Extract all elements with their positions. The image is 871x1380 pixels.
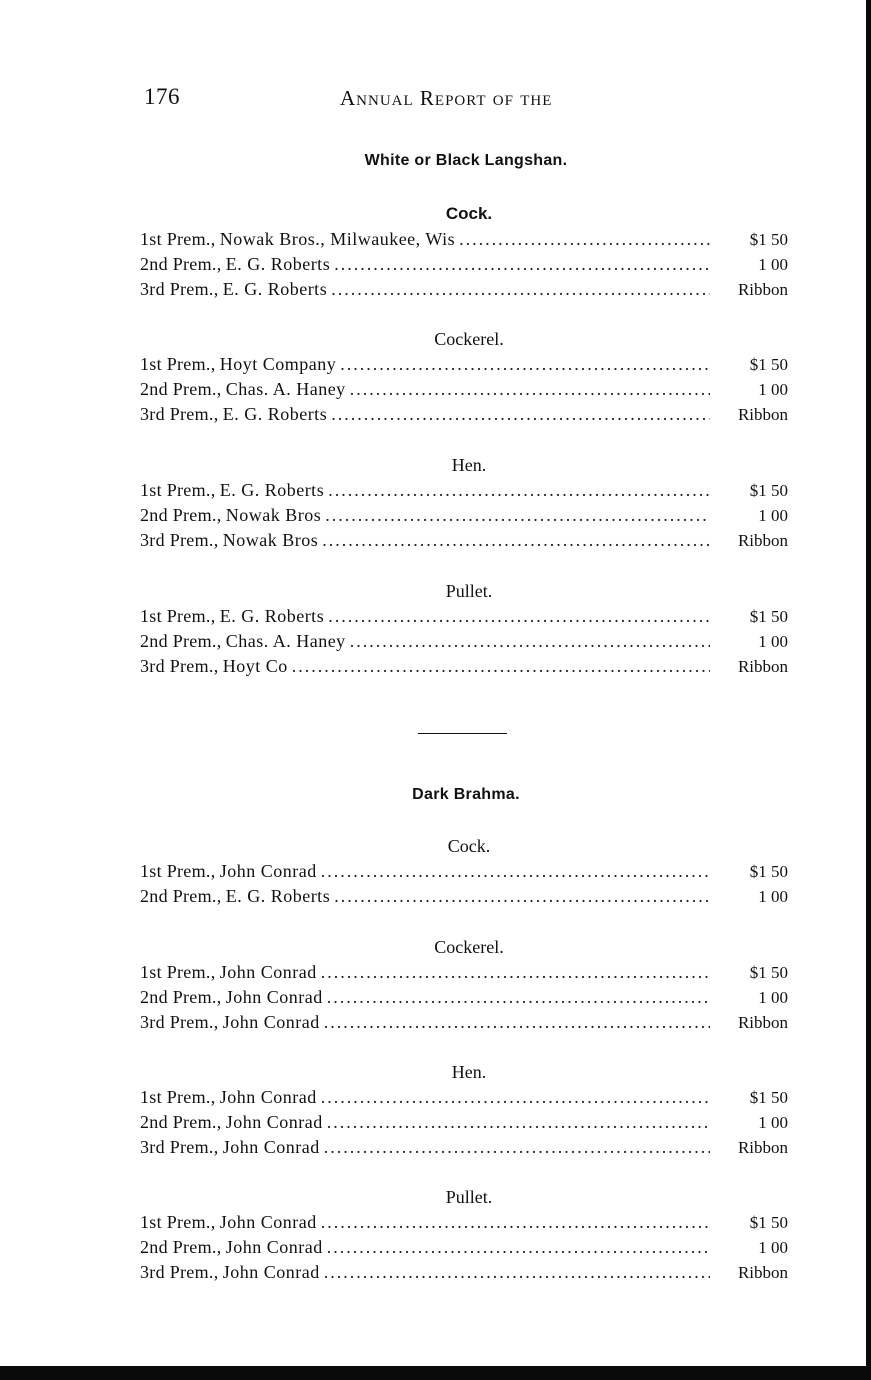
section-title: White or Black Langshan. [364,152,568,169]
prize-winner: John Conrad [225,1237,323,1257]
prize-row: 2nd Prem. , E. G. Roberts ..... 1 00 [140,252,788,277]
prize-amount: 1 00 [758,380,788,399]
prize-amount: $1 50 [749,862,788,881]
leader-dots [321,960,710,985]
leader-dots [334,884,710,909]
prize-place: 3rd Prem. [140,1012,214,1032]
prize-winner: John Conrad [219,1087,317,1107]
prize-amount: Ribbon [737,280,788,299]
prize-list [140,604,788,679]
prize-amount: 1 00 [758,1238,788,1257]
group-title: Hen. [451,1062,487,1082]
prize-amount: Ribbon [737,531,788,550]
prize-amount: Ribbon [737,1013,788,1032]
prize-winner: E. G. Roberts [219,606,325,626]
prize-row: 3rd Prem. , Hoyt Co ..... Ribbon [140,654,788,679]
prize-winner: John Conrad [219,861,317,881]
leader-dots [322,528,710,553]
prize-place: 3rd Prem. [140,404,214,424]
prize-group [140,326,788,427]
prize-amount: Ribbon [737,1138,788,1157]
leader-dots [324,1135,710,1160]
prize-amount: $1 50 [749,1088,788,1107]
prize-row: 1st Prem. , E. G. Roberts ..... $1 50 [140,604,788,629]
prize-winner: Nowak Bros., Milwaukee, Wis [219,229,456,249]
prize-winner: John Conrad [225,1112,323,1132]
group-title: Cockerel. [434,329,504,349]
prize-row: 2nd Prem. , E. G. Roberts ..... 1 00 [140,884,788,909]
prize-amount: $1 50 [749,963,788,982]
prize-place: 3rd Prem. [140,530,214,550]
prize-amount: 1 00 [758,632,788,651]
prize-winner: Hoyt Co [222,656,288,676]
prize-row: 2nd Prem. , John Conrad ..... 1 00 [140,1110,788,1135]
group-title: Hen. [451,455,487,475]
prize-place: 2nd Prem. [140,505,217,525]
prize-row: 3rd Prem. , John Conrad ..... Ribbon [140,1010,788,1035]
prize-winner: Chas. A. Haney [225,379,346,399]
leader-dots [324,1260,710,1285]
prize-winner: Hoyt Company [219,354,337,374]
prize-row: 1st Prem. , Nowak Bros., Milwaukee, Wis ..... $1 50 [140,227,788,252]
prize-place: 3rd Prem. [140,279,214,299]
prize-amount: $1 50 [749,230,788,249]
group-title: Cock. [447,836,491,856]
leader-dots [324,1010,710,1035]
prize-winner: John Conrad [222,1262,320,1282]
section-title: Dark Brahma. [412,786,520,803]
leader-dots [350,377,710,402]
prize-place: 1st Prem. [140,480,211,500]
prize-amount: 1 00 [758,1113,788,1132]
prize-winner: John Conrad [222,1012,320,1032]
leader-dots [327,1110,710,1135]
prize-place: 1st Prem. [140,962,211,982]
prize-place: 2nd Prem. [140,631,217,651]
prize-list [140,352,788,427]
prize-row: 3rd Prem. , John Conrad ..... Ribbon [140,1260,788,1285]
prize-row: 3rd Prem. , Nowak Bros ..... Ribbon [140,528,788,553]
prize-row: 1st Prem. , John Conrad ..... $1 50 [140,1210,788,1235]
prize-group [140,578,788,679]
prize-amount: $1 50 [749,1213,788,1232]
prize-winner: Chas. A. Haney [225,631,346,651]
prize-amount: 1 00 [758,506,788,525]
section-divider [418,733,507,734]
prize-place: 3rd Prem. [140,1137,214,1157]
page-number: 176 [144,84,180,109]
prize-place: 1st Prem. [140,606,211,626]
prize-place: 1st Prem. [140,1087,211,1107]
prize-place: 2nd Prem. [140,1112,217,1132]
group-title: Pullet. [445,581,493,601]
prize-group [140,1059,788,1160]
leader-dots [327,1235,710,1260]
leader-dots [350,629,710,654]
prize-amount: $1 50 [749,607,788,626]
prize-row: 3rd Prem. , E. G. Roberts ..... Ribbon [140,277,788,302]
prize-place: 2nd Prem. [140,987,217,1007]
prize-amount: $1 50 [749,481,788,500]
prize-row: 1st Prem. , John Conrad ..... $1 50 [140,960,788,985]
prize-amount: 1 00 [758,887,788,906]
prize-winner: E. G. Roberts [225,886,331,906]
prize-row: 2nd Prem. , Nowak Bros ..... 1 00 [140,503,788,528]
prize-winner: John Conrad [225,987,323,1007]
prize-amount: 1 00 [758,988,788,1007]
prize-place: 2nd Prem. [140,379,217,399]
prize-row: 2nd Prem. , Chas. A. Haney ..... 1 00 [140,629,788,654]
group-title: Cock. [445,204,493,223]
prize-row: 2nd Prem. , John Conrad ..... 1 00 [140,985,788,1010]
prize-winner: Nowak Bros [222,530,319,550]
prize-place: 1st Prem. [140,354,211,374]
prize-winner: E. G. Roberts [219,480,325,500]
prize-row: 1st Prem. , John Conrad ..... $1 50 [140,859,788,884]
leader-dots [321,859,710,884]
prize-place: 1st Prem. [140,1212,211,1232]
prize-winner: John Conrad [219,1212,317,1232]
running-head: Annual Report of the [340,86,553,110]
prize-list [140,227,788,302]
prize-row: 2nd Prem. , Chas. A. Haney ..... 1 00 [140,377,788,402]
prize-place: 1st Prem. [140,229,211,249]
prize-winner: E. G. Roberts [225,254,331,274]
prize-place: 3rd Prem. [140,1262,214,1282]
prize-list [140,1085,788,1160]
leader-dots [340,352,710,377]
prize-list [140,478,788,553]
prize-list [140,1210,788,1285]
prize-winner: E. G. Roberts [222,279,328,299]
prize-group [140,934,788,1035]
prize-place: 1st Prem. [140,861,211,881]
leader-dots [328,478,710,503]
prize-row: 1st Prem. , John Conrad ..... $1 50 [140,1085,788,1110]
prize-list [140,960,788,1035]
group-title: Pullet. [445,1187,493,1207]
prize-row: 3rd Prem. , John Conrad ..... Ribbon [140,1135,788,1160]
prize-winner: John Conrad [222,1137,320,1157]
leader-dots [328,604,710,629]
prize-amount: Ribbon [737,1263,788,1282]
leader-dots [321,1085,710,1110]
group-title: Cockerel. [434,937,504,957]
prize-amount: Ribbon [737,657,788,676]
prize-row: 1st Prem. , E. G. Roberts ..... $1 50 [140,478,788,503]
leader-dots [334,252,710,277]
prize-row: 2nd Prem. , John Conrad ..... 1 00 [140,1235,788,1260]
prize-place: 2nd Prem. [140,886,217,906]
prize-group [140,452,788,553]
prize-place: 3rd Prem. [140,656,214,676]
scan-edge-bottom [0,1366,871,1380]
prize-winner: E. G. Roberts [222,404,328,424]
scan-edge-right [866,0,871,1380]
prize-group [140,1184,788,1285]
prize-amount: $1 50 [749,355,788,374]
leader-dots [331,402,710,427]
leader-dots [325,503,710,528]
prize-amount: Ribbon [737,405,788,424]
prize-place: 2nd Prem. [140,1237,217,1257]
prize-group [140,201,788,302]
leader-dots [327,985,710,1010]
leader-dots [321,1210,710,1235]
prize-winner: Nowak Bros [225,505,322,525]
prize-row: 1st Prem. , Hoyt Company ..... $1 50 [140,352,788,377]
leader-dots [459,227,710,252]
prize-amount: 1 00 [758,255,788,274]
leader-dots [331,277,710,302]
prize-row: 3rd Prem. , E. G. Roberts ..... Ribbon [140,402,788,427]
prize-list [140,859,788,909]
leader-dots [292,654,710,679]
prize-group [140,833,788,909]
prize-winner: John Conrad [219,962,317,982]
prize-place: 2nd Prem. [140,254,217,274]
